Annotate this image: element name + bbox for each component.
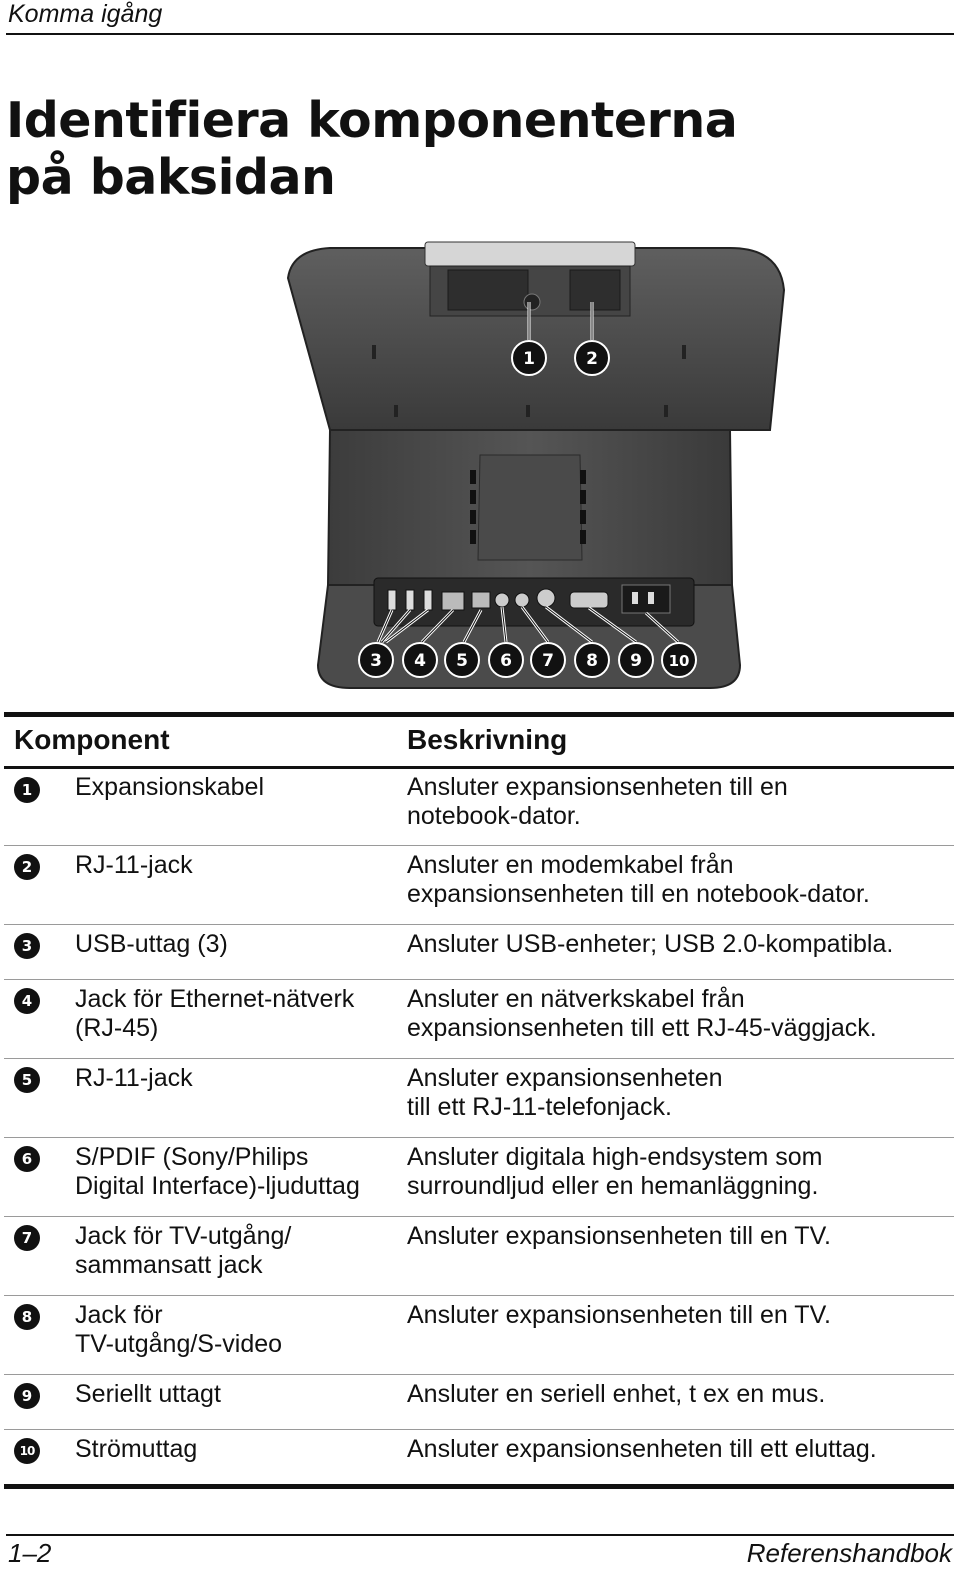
table-row — [4, 925, 954, 979]
component-name: RJ-11-jack — [75, 851, 193, 879]
component-description: Ansluter expansionsenheten till ett RJ-11-telefonjack. — [407, 1064, 723, 1121]
column-header-component: Komponent — [14, 724, 170, 755]
svg-text:7: 7 — [542, 651, 554, 671]
expansion-unit-drawing — [270, 240, 790, 695]
row-number-badge: 8 — [14, 1304, 40, 1330]
row-number-badge: 3 — [14, 933, 40, 959]
component-description: Ansluter expansionsenheten till en notebook-dator. — [407, 773, 788, 830]
svg-text:8: 8 — [586, 651, 598, 671]
table-row — [4, 1059, 954, 1137]
table-bottom-rule — [4, 1484, 954, 1489]
component-table — [4, 712, 954, 1489]
table-row — [4, 769, 954, 845]
page-title-line-1: Identifiera komponenterna — [6, 92, 738, 149]
component-name: Jack för TV-utgång/ sammansatt jack — [75, 1222, 292, 1279]
column-header-description: Beskrivning — [407, 724, 568, 755]
component-description: Ansluter expansionsenheten till ett eluttag. — [407, 1435, 877, 1463]
callout-1 — [512, 341, 546, 375]
table-row — [4, 1296, 954, 1374]
table-header — [4, 717, 954, 766]
component-description: Ansluter en modemkabel från expansionsenheten till en notebook-dator. — [407, 851, 870, 908]
table-row — [4, 1217, 954, 1295]
top-connector-housing — [425, 242, 635, 266]
component-name: S/PDIF (Sony/Philips Digital Interface)-ljuduttag — [75, 1143, 360, 1200]
running-header: Komma igång — [8, 0, 163, 28]
component-description: Ansluter USB-enheter; USB 2.0-kompatibla. — [407, 930, 894, 958]
row-number-badge: 5 — [14, 1067, 40, 1093]
page-title-line-2: på baksidan — [6, 149, 336, 206]
svg-text:2: 2 — [586, 349, 598, 369]
table-row — [4, 980, 954, 1058]
svg-text:9: 9 — [630, 651, 642, 671]
table-row — [4, 1375, 954, 1429]
row-number-badge: 10 — [14, 1438, 40, 1464]
callout-10 — [662, 643, 696, 677]
table-row — [4, 1430, 954, 1484]
component-name: Jack för Ethernet-nätverk (RJ-45) — [75, 985, 355, 1042]
component-name: RJ-11-jack — [75, 1064, 193, 1092]
component-description: Ansluter expansionsenheten till en TV. — [407, 1222, 831, 1250]
component-name: Seriellt uttagt — [75, 1380, 221, 1408]
callout-3 — [359, 643, 393, 677]
row-number-badge: 9 — [14, 1383, 40, 1409]
row-number-badge: 7 — [14, 1225, 40, 1251]
table-row — [4, 846, 954, 924]
component-name: Expansionskabel — [75, 773, 265, 801]
row-number-badge: 6 — [14, 1146, 40, 1172]
row-number-badge: 4 — [14, 988, 40, 1014]
callout-2 — [575, 341, 609, 375]
manual-name: Referenshandbok — [746, 1538, 952, 1568]
callout-7 — [531, 643, 565, 677]
page-number: 1–2 — [8, 1538, 52, 1568]
callout-6 — [489, 643, 523, 677]
callout-8 — [575, 643, 609, 677]
svg-text:4: 4 — [414, 651, 426, 671]
callout-5 — [445, 643, 479, 677]
component-name: Jack för TV-utgång/S-video — [75, 1301, 283, 1358]
svg-text:3: 3 — [370, 651, 382, 671]
callout-4 — [403, 643, 437, 677]
svg-text:10: 10 — [668, 652, 690, 670]
table-row — [4, 1138, 954, 1216]
page-title — [6, 92, 737, 206]
component-name: Strömuttag — [75, 1435, 198, 1463]
callout-9 — [619, 643, 653, 677]
device-rear-illustration — [270, 240, 790, 695]
svg-text:1: 1 — [523, 349, 535, 369]
component-description: Ansluter en seriell enhet, t ex en mus. — [407, 1380, 826, 1408]
header-rule — [6, 33, 954, 35]
svg-text:5: 5 — [456, 651, 468, 671]
row-number-badge: 1 — [14, 777, 40, 803]
component-description: Ansluter expansionsenheten till en TV. — [407, 1301, 831, 1329]
svg-text:6: 6 — [500, 651, 512, 671]
footer-rule — [6, 1534, 954, 1536]
component-name: USB-uttag (3) — [75, 930, 228, 958]
component-description: Ansluter digitala high-endsystem som surroundljud eller en hemanläggning. — [407, 1143, 823, 1200]
row-number-badge: 2 — [14, 854, 40, 880]
component-description: Ansluter en nätverkskabel från expansionsenheten till ett RJ-45-väggjack. — [407, 985, 877, 1042]
